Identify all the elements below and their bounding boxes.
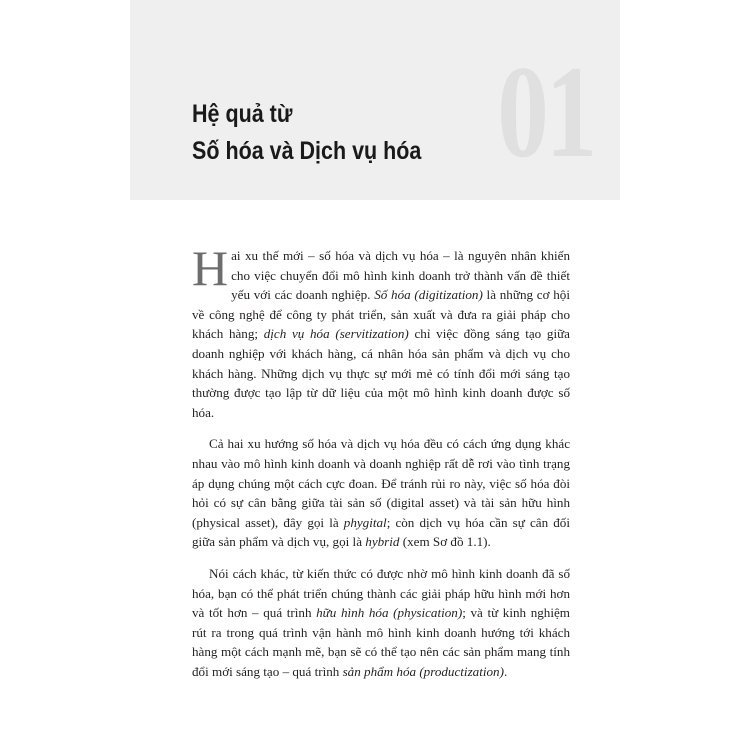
- book-page: [130, 0, 620, 750]
- paragraph-2-text-c: (xem Sơ đồ 1.1).: [399, 534, 491, 550]
- term-physication: hữu hình hóa (physication): [316, 605, 463, 621]
- chapter-title-line-2: Số hóa và Dịch vụ hóa: [192, 137, 422, 165]
- paragraph-3-text-b: ; và từ kinh nghiệm rút ra trong quá trình vận hành mô hình kinh doanh hướng tới khách hàng một cách mạnh mẽ, bạn sẽ có thể tạo nên các sản phẩm mang tính đổi mới sáng tạo – quá trình: [192, 605, 570, 679]
- paragraph-3-text-c: .: [503, 663, 508, 679]
- term-digitization: Số hóa (digitization): [374, 287, 483, 303]
- term-phygital: phygital: [343, 514, 387, 530]
- paragraph-1-text-b: là những cơ hội về công nghệ để công ty phát triển, sản xuất và đưa ra giải pháp cho khách hàng;: [192, 287, 570, 342]
- paragraph-3: [192, 564, 570, 682]
- paragraph-1-text-a: ai xu thế mới – số hóa và dịch vụ hóa – là nguyên nhân khiến cho việc chuyển đổi mô hình kinh doanh trở thành vấn đề thiết yếu với các doanh nghiệp.: [231, 248, 570, 303]
- chapter-header-band: [130, 0, 620, 200]
- drop-cap: H: [192, 240, 229, 296]
- paragraph-2: [192, 434, 570, 552]
- chapter-title-line-1: Hệ quả từ: [192, 100, 293, 128]
- paragraph-1: [192, 240, 570, 422]
- term-productization: sản phẩm hóa (productization): [342, 663, 504, 679]
- paragraph-3-text-a: Nói cách khác, từ kiến thức có được nhờ mô hình kinh doanh đã số hóa, bạn có thể phát triển chúng thành các giải pháp hữu hình mới hơn và tốt hơn – quá trình: [192, 565, 570, 621]
- paragraph-2-text-b: ; còn dịch vụ hóa cần sự cân đối giữa sản phẩm và dịch vụ, gọi là: [192, 514, 570, 550]
- term-servitization: dịch vụ hóa (servitization): [263, 326, 409, 342]
- chapter-body: [192, 240, 570, 693]
- chapter-title: [192, 96, 421, 170]
- paragraph-1-text-c: chỉ việc đồng sáng tạo giữa doanh nghiệp với khách hàng, cá nhân hóa sản phẩm và dịch vụ cho khách hàng. Những dịch vụ thực sự mới mẻ có tính đổi mới sáng tạo thường được tạo lập từ dữ liệu của một mô hình kinh doanh được số hóa.: [192, 326, 570, 420]
- paragraph-2-text-a: Cả hai xu hướng số hóa và dịch vụ hóa đều có cách ứng dụng khác nhau vào mô hình kinh doanh và doanh nghiệp rất dễ rơi vào tình trạng áp dụng chúng một cách cực đoan. Để tránh rủi ro này, việc số hóa đòi hỏi có sự cân bằng giữa tài sản số (digital asset) và tài sản hữu hình (physical asset), đây gọi là: [192, 436, 570, 530]
- term-hybrid: hybrid: [365, 534, 400, 550]
- chapter-number: 01: [497, 38, 594, 185]
